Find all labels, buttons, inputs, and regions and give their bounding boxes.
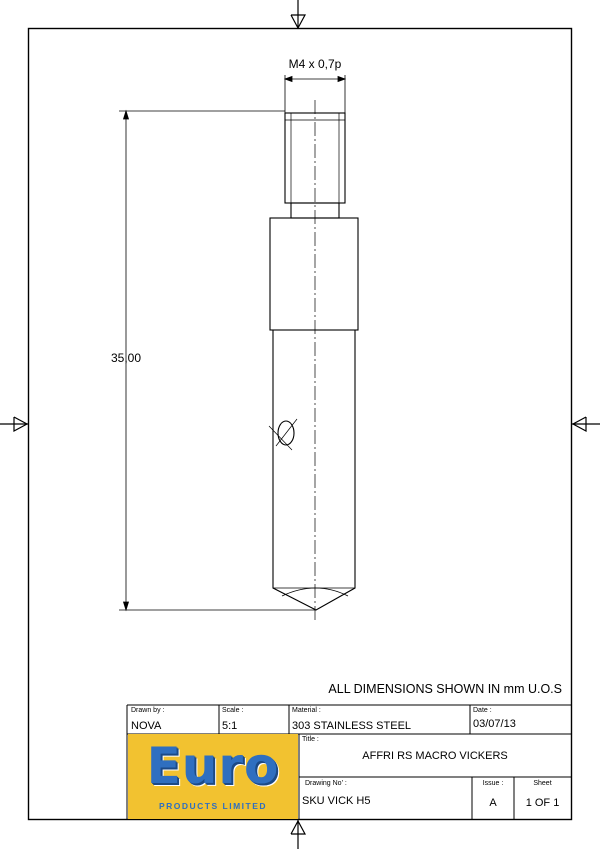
drawing-title: AFFRI RS MACRO VICKERS	[362, 750, 508, 762]
centering-mark-right	[571, 417, 600, 431]
centering-mark-left	[0, 417, 29, 431]
sheet-border	[29, 29, 572, 820]
centering-mark-top	[291, 0, 305, 29]
date-value: 03/07/13	[473, 718, 516, 730]
drawn-by-label: Drawn by :	[131, 707, 165, 714]
sheet-label: Sheet	[533, 780, 552, 787]
overall-length-value: 35,00	[110, 351, 142, 365]
scale-label: Scale :	[222, 707, 244, 714]
sheet-value: 1 OF 1	[525, 797, 560, 809]
shank-section	[273, 330, 355, 610]
logo-wordmark: Euro	[146, 737, 280, 795]
date-label: Date :	[473, 707, 492, 714]
shoulder-section	[270, 218, 358, 330]
material-label: Material :	[292, 707, 321, 714]
logo-tagline: PRODUCTS LIMITED	[158, 801, 268, 811]
dimensions-note: ALL DIMENSIONS SHOWN IN mm U.O.S	[328, 682, 562, 696]
drawing-no-value: SKU VICK H5	[302, 795, 371, 807]
title-label: Title :	[302, 736, 319, 743]
drawing-no-label: Drawing No' :	[305, 780, 347, 787]
thread-callout: M4 x 0,7p	[288, 57, 342, 71]
issue-label: Issue :	[482, 780, 504, 787]
material-value: 303 STAINLESS STEEL	[292, 720, 412, 732]
drawn-by-value: NOVA	[131, 720, 162, 732]
scale-value: 5:1	[222, 720, 238, 732]
company-logo	[128, 734, 298, 819]
centering-mark-bottom	[291, 820, 305, 849]
issue-value: A	[489, 797, 497, 809]
pin-part-drawing	[269, 100, 358, 622]
